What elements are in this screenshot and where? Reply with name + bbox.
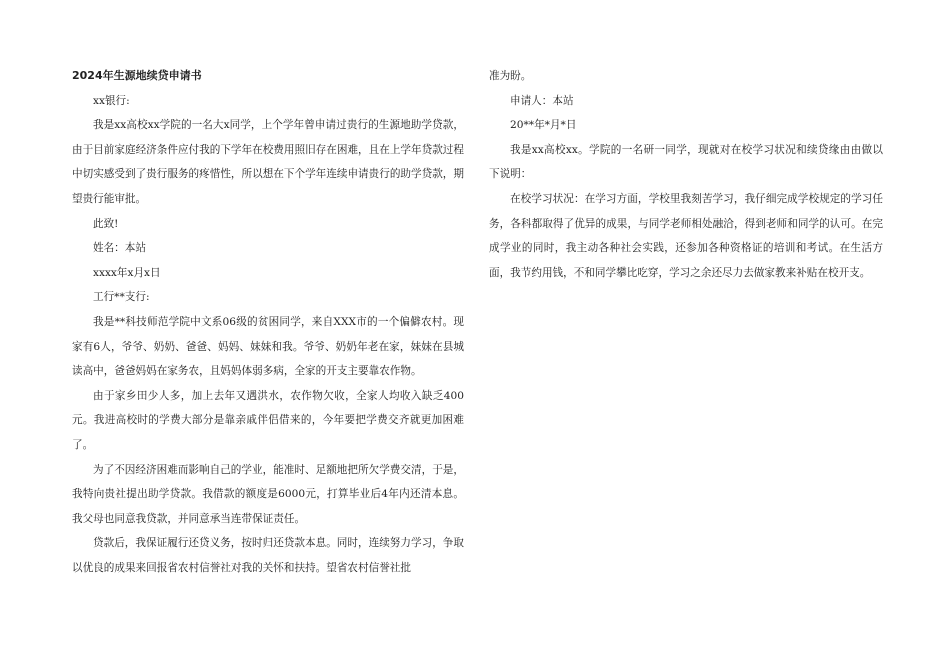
- closing-regards: 此致!: [93, 217, 119, 230]
- intro-paragraph: 我是xx高校xx学院的一名大x同学，上个学年曾申请过贵行的生源地助学贷款，由于目前家庭经济条件应付我的下学年在校费用照旧存在困难，且在上学年贷款过程中切实感受到了贵行服务的疼惜性，所以想在下个学年连续申请贵行的助学贷款，期望贵行能审批。: [72, 119, 464, 205]
- right-column: [489, 64, 883, 285]
- applicant-date: 20**年*月*日: [510, 119, 577, 132]
- document-title: 2024年生源地续贷申请书: [72, 69, 202, 82]
- hardship-paragraph: 由于家乡田少人多，加上去年又遇洪水，农作物欠收，全家人均收入缺乏400元。我进高校时的学费大部分是靠亲戚伴侣借来的，今年要把学费交齐就更加困难了。: [72, 389, 464, 451]
- statement-intro: 我是xx高校xx。学院的一名研一同学，现就对在校学习状况和续贷缘由由做以下说明：: [489, 143, 883, 181]
- signature-date: xxxx年x月x日: [93, 266, 161, 279]
- salutation-bank: xx银行:: [93, 94, 130, 107]
- commitment-paragraph: 贷款后，我保证履行还贷义务，按时归还贷款本息。同时，连续努力学习，争取以优良的成果来回报省农村信誉社对我的关怀和扶持。望省农村信誉社批: [72, 537, 464, 574]
- left-column: [72, 64, 464, 580]
- continuation-text: 准为盼。: [489, 70, 532, 82]
- salutation-branch: 工行**支行:: [93, 291, 150, 304]
- family-paragraph: 我是**科技师范学院中文系06级的贫困同学，来自XXX市的一个偏僻农村。现家有6人，爷爷、奶奶、爸爸、妈妈、妹妹和我。爷爷、奶奶年老在家，妹妹在县城读高中，爸爸妈妈在家务农，且妈妈体弱多病，全家的开支主要靠农作物。: [72, 315, 464, 378]
- loan-request-paragraph: 为了不因经济困难而影响自己的学业，能准时、足额地把所欠学费交清，于是，我特向贵社提出助学贷款。我借款的额度是6000元，打算毕业后4年内还清本息。我父母也同意我贷款，并同意承当连带保证责任。: [72, 463, 464, 525]
- applicant-name: 申请人：本站: [510, 94, 574, 107]
- signature-name: 姓名：本站: [93, 242, 146, 255]
- study-status-paragraph: 在校学习状况：在学习方面，学校里我刻苦学习，我仔细完成学校规定的学习任务，各科都取得了优异的成果，与同学老师相处融洽，得到老师和同学的认可。在完成学业的同时，我主动各种社会实践，还参加各种资格证的培训和考试。在生活方面，我节约用钱，不和同学攀比吃穿，学习之余还尽力去做家教来补贴在校开支。: [489, 192, 883, 279]
